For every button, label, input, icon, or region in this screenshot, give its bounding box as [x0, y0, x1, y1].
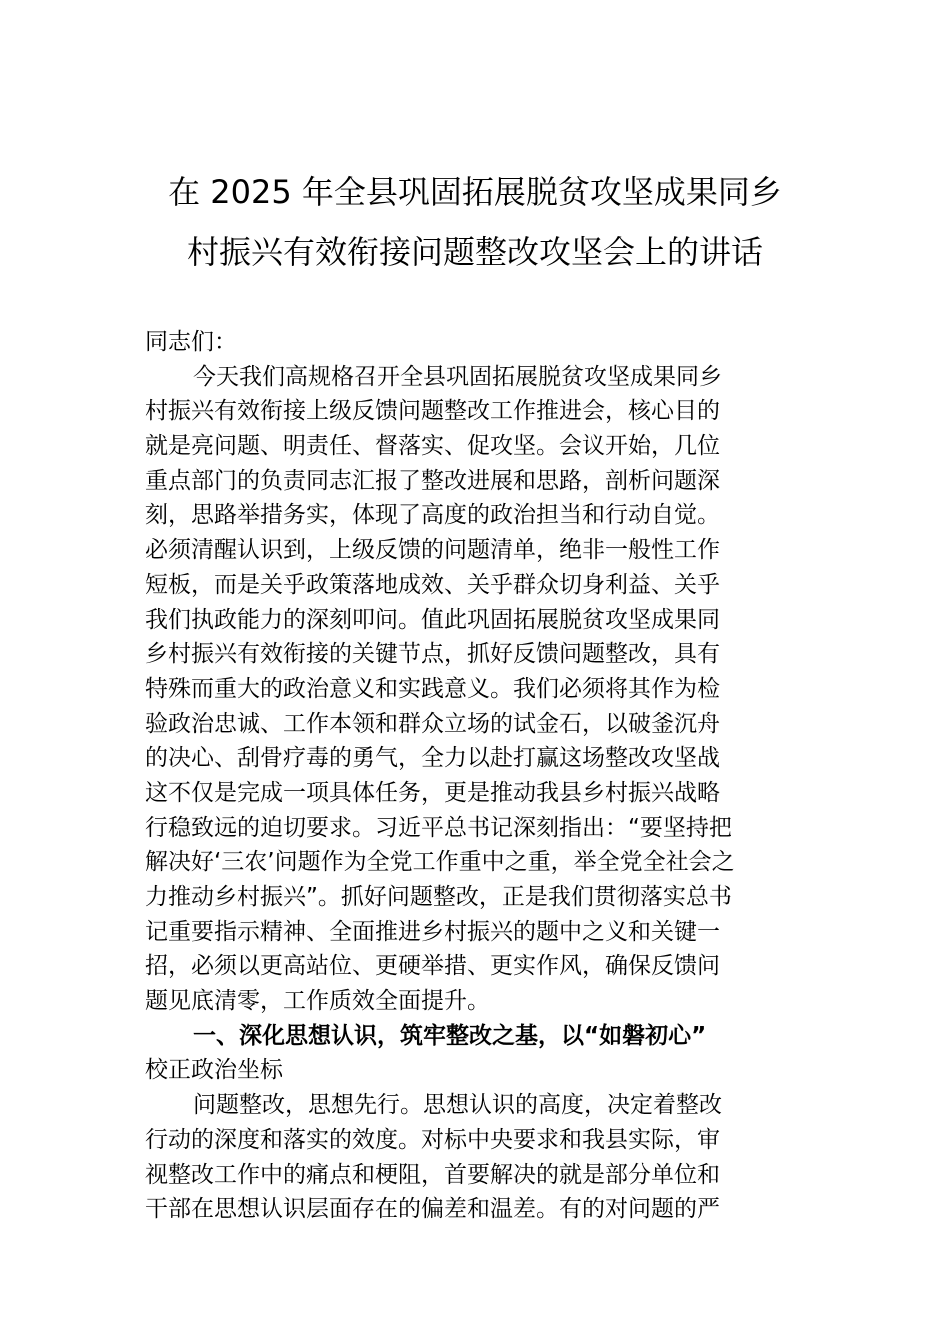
heading-line: 一、深化思想认识，筑牢整改之基，以“如磐初心” — [193, 1022, 707, 1049]
paragraph-line: 解决好‘三农’问题作为全党工作重中之重，举全党全社会之 — [145, 849, 735, 876]
title-line: 在 2025 年全县巩固拓展脱贫攻坚成果同乡 — [168, 173, 782, 211]
paragraph-line: 村振兴有效衔接上级反馈问题整改工作推进会，核心目的 — [145, 398, 720, 425]
paragraph-line: 这不仅是完成一项具体任务，更是推动我县乡村振兴战略 — [145, 779, 720, 806]
paragraph-line: 问题整改，思想先行。思想认识的高度，决定着整改 — [193, 1092, 722, 1119]
paragraph-line: 验政治忠诚、工作本领和群众立场的试金石，以破釜沉舟 — [145, 710, 720, 737]
paragraph-line: 题见底清零，工作质效全面提升。 — [145, 988, 490, 1015]
heading-line: 校正政治坐标 — [145, 1057, 283, 1084]
paragraph-line: 行稳致远的迫切要求。习近平总书记深刻指出：“要坚持把 — [145, 814, 732, 841]
document-body — [145, 325, 807, 1227]
paragraph-line: 干部在思想认识层面存在的偏差和温差。有的对问题的严 — [145, 1196, 720, 1223]
paragraph-line: 今天我们高规格召开全县巩固拓展脱贫攻坚成果同乡 — [193, 363, 722, 390]
paragraph-line: 的决心、刮骨疗毒的勇气，全力以赴打赢这场整改攻坚战 — [145, 745, 720, 772]
salutation: 同志们： — [145, 329, 237, 355]
paragraph-line: 行动的深度和落实的效度。对标中央要求和我县实际，审 — [145, 1126, 720, 1153]
paragraph-line: 乡村振兴有效衔接的关键节点，抓好反馈问题整改，具有 — [145, 641, 720, 668]
section-heading-1 — [145, 1019, 807, 1088]
paragraph-line: 记重要指示精神、全面推进乡村振兴的题中之义和关键一 — [145, 918, 720, 945]
paragraph-line: 重点部门的负责同志汇报了整改进展和思路，剖析问题深 — [145, 467, 720, 494]
paragraph-line: 就是亮问题、明责任、督落实、促攻坚。会议开始，几位 — [145, 433, 720, 460]
paragraph-line: 视整改工作中的痛点和梗阻，首要解决的就是部分单位和 — [145, 1161, 720, 1188]
document-title — [120, 162, 830, 282]
paragraph-line: 短板，而是关乎政策落地成效、关乎群众切身利益、关乎 — [145, 571, 720, 598]
paragraph-line: 刻，思路举措务实，体现了高度的政治担当和行动自觉。 — [145, 502, 720, 529]
paragraph-line: 必须清醒认识到，上级反馈的问题清单，绝非一般性工作 — [145, 537, 720, 564]
title-line: 村振兴有效衔接问题整改攻坚会上的讲话 — [186, 233, 763, 271]
paragraph-line: 力推动乡村振兴”。抓好问题整改，正是我们贯彻落实总书 — [145, 884, 732, 910]
paragraph-1 — [145, 360, 807, 1019]
paragraph-line: 我们执政能力的深刻叩问。值此巩固拓展脱贫攻坚成果同 — [145, 606, 720, 633]
paragraph-line: 特殊而重大的政治意义和实践意义。我们必须将其作为检 — [145, 675, 720, 702]
paragraph-line: 招，必须以更高站位、更硬举措、更实作风，确保反馈问 — [145, 953, 720, 980]
paragraph-2 — [145, 1088, 807, 1227]
